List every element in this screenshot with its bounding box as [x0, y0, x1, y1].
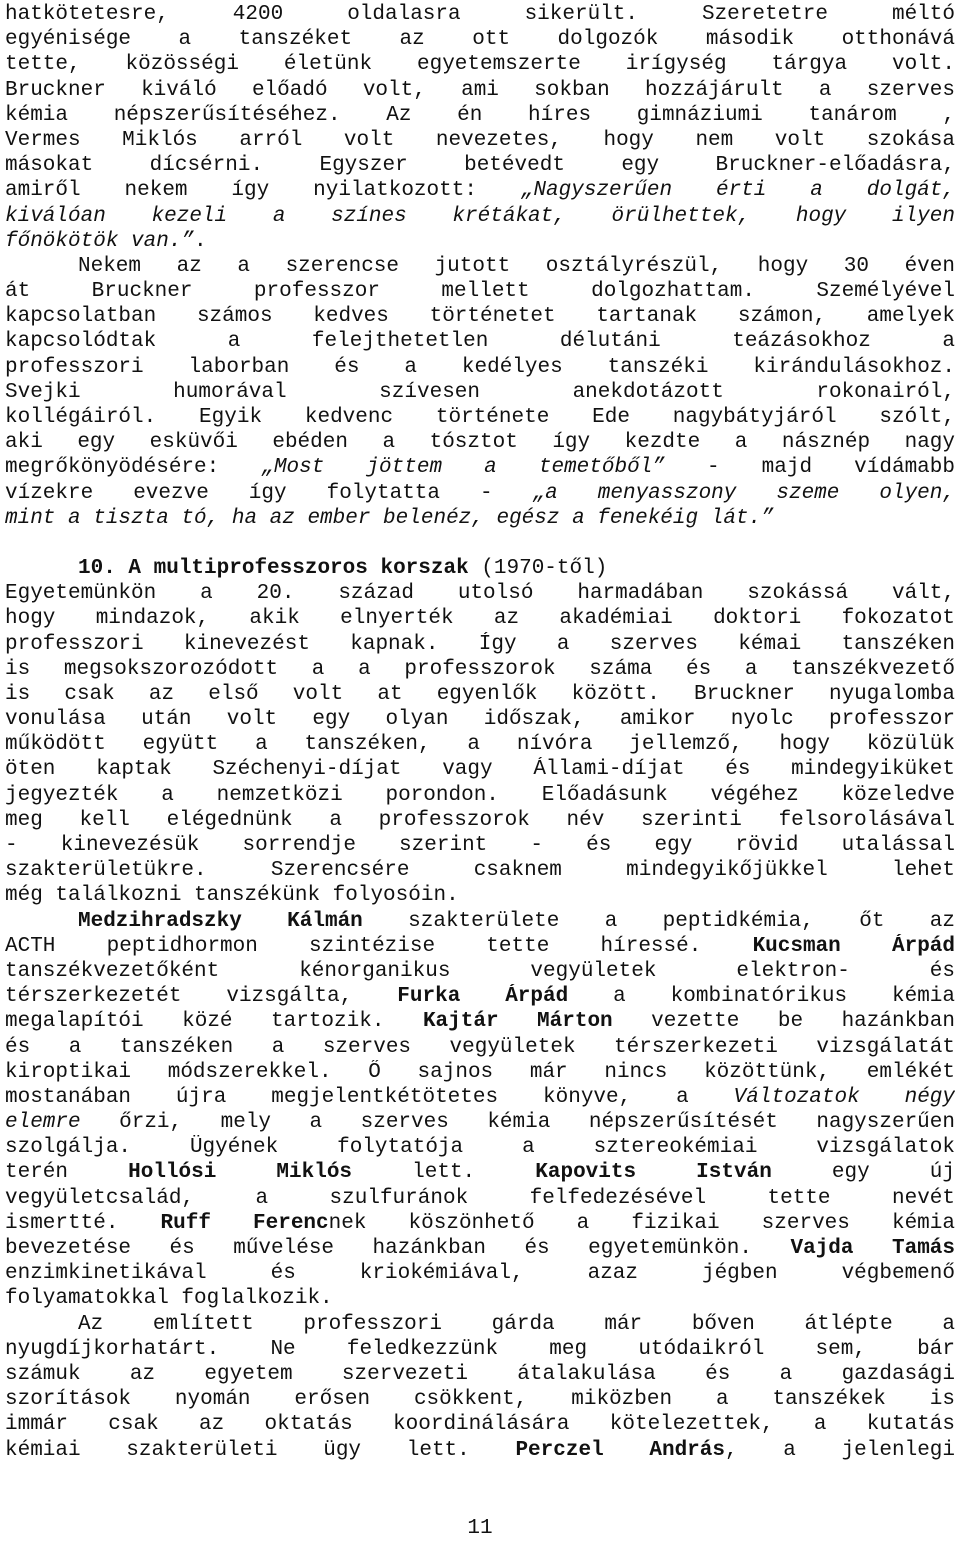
text-line: hatkötetesre, 4200 oldalasra sikerült. Szeretetre méltó [5, 3, 955, 26]
text-line: vegyületcsalád, a szulfuránok felfedezésével tette nevét [5, 1186, 955, 1210]
text-line [5, 178, 955, 203]
text-line: és a tanszéken a szerves vegyületek térszerkezeti vizsgálatát [5, 1035, 955, 1059]
text-line: szorítások nyomán erősen csökkent, miközben a tanszékek is [5, 1388, 955, 1412]
professor-name: Medzihradszky Kálmán [78, 909, 363, 933]
text-line: szolgálja. Ügyének folytatója a sztereokémiai vizsgálatok [5, 1136, 955, 1160]
text-line: is megsokszorozódott a a professzorok száma és a tanszékvezető [5, 657, 955, 681]
quote-mid: - majd vídámabb [664, 456, 955, 480]
page-number: 11 [467, 1517, 493, 1540]
professor-name: Perczel András [515, 1438, 725, 1462]
text-line: professzori laborban és a kedélyes tanszéki kirándulásokhoz. [5, 355, 955, 379]
text-line [5, 1438, 955, 1463]
text-line: tanszékvezetőként kénorganikus vegyületek elektron- és [5, 959, 955, 983]
text-line: kollégáiról. Egyik kedvenc története Ede nagybátyjáról szólt, [5, 406, 955, 429]
text-line: kiroptikai módszerekkel. Ő sajnos már nincs közöttünk, emlékét [5, 1060, 955, 1084]
text-run: bevezetése és művelése hazánkban és egyetemünkön. [5, 1237, 791, 1260]
text-line: nyugdíjkorhatárt. Ne feledkezzünk meg utódaikról sem, bár [5, 1337, 955, 1361]
quote-text: főnökötök van.” [5, 229, 195, 253]
text-line: egyénisége a tanszéket az ott dolgozók második otthonává [5, 28, 955, 52]
text-line: Az említett professzori gárda már bőven átlépte a [78, 1312, 955, 1336]
paragraph-professors [5, 909, 955, 1312]
text-run: , a jelenlegi [724, 1438, 955, 1462]
text-run: nek köszönhető a fizikai szerves kémia [328, 1211, 955, 1235]
text-line [5, 934, 955, 959]
text-run: lett. [352, 1161, 536, 1185]
book-title: Változatok négy [733, 1085, 955, 1109]
professor-name: Kucsman Árpád [752, 934, 955, 958]
text-run: térszerkezetét vizsgálta, [5, 985, 398, 1009]
text-run: kémiai szakterületi ügy lett. [5, 1438, 516, 1462]
text-line: kapcsolódtak a felejthetetlen délutáni teázásokhoz a [5, 330, 955, 354]
paragraph-multiprofessor [5, 581, 955, 908]
paragraph-bruckner [5, 2, 955, 254]
text-run: őrzi, mely a szerves kémia népszerűsítését nagyszerűen [80, 1111, 955, 1135]
text-line [5, 229, 955, 254]
text-line: meg kell elégednünk a professzorok név szerinti felsorolásával [5, 808, 955, 832]
text-line: kémia népszerűsítéséhez. Az én híres gimnáziumi tanárom , [5, 103, 955, 127]
text-line: tette, közösségi életünk egyetemszerte irígység tárgya volt. [5, 53, 955, 77]
text-line: hogy mindazok, akik elnyerték az akadémiai doktori fokozatot [5, 607, 955, 631]
text-line: működött együtt a tanszéken, a nívóra jellemző, hogy közülük [5, 733, 955, 757]
section-period: (1970-től) [481, 556, 608, 580]
professor-name: Furka Árpád [397, 985, 569, 1009]
text-line: Nekem az a szerencse jutott osztályrészül, hogy 30 éven [78, 254, 955, 278]
quote-lead: amiről nekem így nyilatkozott: [5, 179, 521, 203]
quote-lead: vízekre evezve így folytatta - [5, 481, 533, 505]
text-run: szakterülete a peptidkémia, őt az [362, 909, 955, 933]
professor-name: Ruff Ferenc [160, 1211, 329, 1235]
text-line: öten kaptak Széchenyi-díjat vagy Állami-díjat és mindegyiküket [5, 758, 955, 782]
text-run: mostanában újra megjelentkétötetes könyve, a [5, 1085, 734, 1109]
text-run: egy új [771, 1161, 955, 1185]
quote-line: mint a tiszta tó, ha az ember belenéz, egész a fenekéig lát.” [5, 506, 774, 530]
professor-name: Kajtár Márton [422, 1010, 613, 1034]
text-line: immár csak az oktatás koordinálására kötelezettek, a kutatás [5, 1413, 955, 1437]
text-line: is csak az első volt at egyenlők között. Bruckner nyugalomba [5, 682, 955, 706]
text-line [5, 909, 955, 934]
document-page [5, 2, 955, 1463]
text-line: Egyetemünkön a 20. század utolsó harmadában szokássá vált, [5, 582, 955, 606]
text-line: másokat dícsérni. Egyszer betévedt egy Bruckner-előadásra, [5, 154, 955, 178]
text-run: ismertté. [5, 1211, 161, 1235]
professor-name: Hollósi Miklós [128, 1161, 353, 1185]
section-title: A multiprofesszoros korszak [128, 556, 469, 580]
quote-text: „Most jöttem a temetőből” [261, 456, 665, 480]
quote-lead: megrőkönyödésére: [5, 456, 262, 480]
professor-name: Kapovits István [535, 1161, 772, 1185]
paragraph-memories [5, 254, 955, 531]
text-line: Bruckner kiváló előadó volt, ami sokban hozzájárult a szerves [5, 78, 955, 102]
quote-text: „a menyasszony szeme olyen, [532, 481, 955, 505]
text-line: Svejki humorával szívesen anekdotázott rokonairól, [5, 380, 955, 404]
text-line: szakterületükre. Szerencsére csaknem mindegyikőjükkel lehet [5, 859, 955, 883]
text-run: ACTH peptidhormon szintézise tette híressé. [5, 934, 753, 958]
text-line: professzori kinevezést kapnak. Így a szerves kémai tanszéken [5, 632, 955, 656]
book-title: elemre [5, 1111, 81, 1135]
spacer [5, 531, 955, 556]
section-heading [5, 556, 955, 581]
professor-name: Vajda Tamás [790, 1237, 955, 1260]
text-line: még találkozni tanszékünk folyosóin. [5, 884, 459, 908]
text-line [5, 1110, 955, 1135]
text-line: kapcsolatban számos kedves történetet tartanak számon, amelyek [5, 305, 955, 329]
text-line [5, 1085, 955, 1110]
text-run: terén [5, 1161, 129, 1185]
quote-text: „Nagyszerűen érti a dolgát, [520, 179, 955, 203]
paragraph-successors [5, 1312, 955, 1463]
text-line: - kinevezésük sorrendje szerint - és egy rövid utalással [5, 834, 955, 857]
text-line: számuk az egyetem szervezeti átalakulása és a gazdasági [5, 1362, 955, 1386]
text-line [5, 1236, 955, 1261]
text-run: vezette be hazánkban [612, 1010, 955, 1034]
text-line: aki egy esküvői ebéden a tósztot így kezdte a násznép nagy [5, 431, 955, 455]
text-line: jegyezték a nemzetközi porondon. Előadásunk végéhez közeledve [5, 783, 955, 807]
text-line: folyamatokkal foglalkozik. [5, 1287, 333, 1311]
text-line: át Bruckner professzor mellett dolgozhattam. Személyével [5, 280, 955, 304]
text-run: a kombinatórikus kémia [568, 985, 955, 1009]
text-line [5, 1009, 955, 1034]
text-line [5, 455, 955, 480]
text-line [5, 1211, 955, 1236]
text-line [5, 481, 955, 506]
text-line [5, 984, 955, 1009]
text-line: vonulása után volt egy olyan időszak, amikor nyolc professzor [5, 708, 955, 732]
text-line: Vermes Miklós arról volt nevezetes, hogy nem volt szokása [5, 128, 955, 152]
text-line [5, 1160, 955, 1185]
quote-line: kiválóan kezeli a színes krétákat, örülhettek, hogy ilyen [5, 204, 955, 228]
text-line: enzimkinetikával és kriokémiával, azaz jégben végbemenő [5, 1262, 955, 1286]
text-run: megalapítói közé tartozik. [5, 1010, 423, 1034]
quote-tail: . [194, 229, 207, 253]
section-number: 10. [78, 556, 116, 580]
